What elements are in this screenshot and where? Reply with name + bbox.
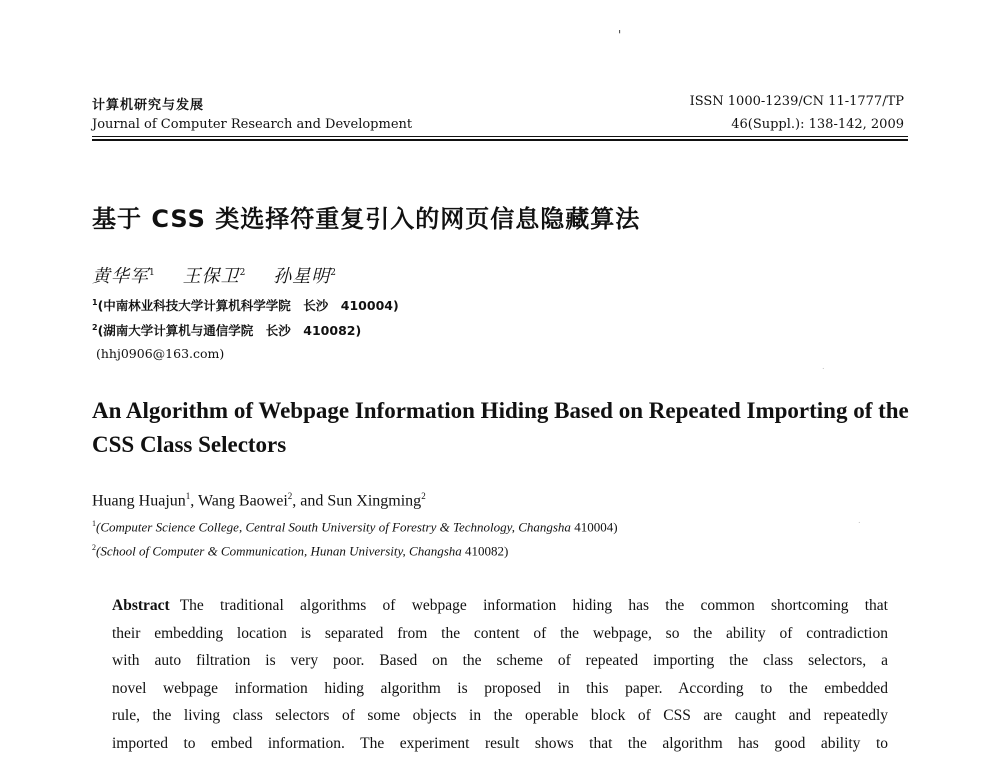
- abstract-line: with auto filtration is very poor. Based on the scheme of repeated importing the class selectors, a: [112, 652, 888, 670]
- affiliation-en: [92, 543, 508, 559]
- affiliation-cn: [92, 296, 399, 314]
- affiliation-mark: 1: [92, 519, 96, 528]
- abstract-text: The traditional algorithms of webpage information hiding has the common shortcoming that: [179, 597, 888, 614]
- abstract-line: imported to embed information. The experiment result shows that the algorithm has good ability to: [112, 734, 888, 752]
- abstract-line: rule, the living class selectors of some objects in the operable block of CSS are caught and repeatedly: [112, 707, 888, 725]
- author-en-mark: 2: [421, 491, 426, 501]
- author-email: (hhj0906@163.com): [96, 346, 225, 361]
- affiliation-postcode: 410004): [574, 519, 618, 535]
- abstract-label: Abstract: [112, 597, 170, 614]
- abstract: [112, 592, 888, 758]
- author-cn-mark: 1: [149, 268, 156, 278]
- affiliation-text: (湖南大学计算机与通信学院 长沙 410082): [97, 323, 362, 338]
- author-cn-mark: 2: [330, 268, 337, 278]
- affiliation-mark: 1: [92, 297, 98, 307]
- author-en-mark: 2: [287, 491, 293, 501]
- issue-line: 46(Suppl.): 138-142, 2009: [731, 117, 904, 132]
- abstract-line: [112, 592, 888, 620]
- affiliation-mark: 2: [92, 543, 96, 552]
- affiliation-mark: 2: [92, 322, 98, 332]
- journal-name-en: Journal of Computer Research and Development: [92, 117, 413, 132]
- author-separator: ,: [190, 492, 198, 510]
- affiliation-en: [92, 519, 618, 535]
- affiliation-cn: [92, 321, 361, 339]
- author-en-name: Wang Baowei: [197, 492, 288, 510]
- scan-speck: ': [618, 28, 622, 42]
- author-en-mark: 1: [185, 491, 191, 501]
- affiliation-postcode: 410082): [465, 543, 509, 559]
- author-cn-name: 黄华军: [92, 266, 149, 287]
- issn-line: ISSN 1000-1239/CN 11-1777/TP: [689, 94, 904, 109]
- author-en-name: Huang Huajun: [92, 492, 186, 510]
- author-cn-name: 王保卫: [182, 266, 240, 287]
- authors-en: [92, 491, 426, 510]
- scan-dot: .: [858, 516, 861, 525]
- author-en-name: Sun Xingming: [327, 492, 422, 510]
- author-cn-mark: 2: [239, 268, 247, 278]
- author-separator: , and: [292, 492, 328, 510]
- abstract-line: their embedding location is separated from the content of the webpage, so the ability of contradiction: [112, 624, 888, 642]
- affiliation-text: (School of Computer & Communication, Hunan University, Changsha: [96, 543, 462, 559]
- author-cn-name: 孙星明: [273, 266, 331, 287]
- authors-cn: [92, 262, 337, 288]
- paper-title-en: An Algorithm of Webpage Information Hiding Based on Repeated Importing of the CSS Class Selectors: [92, 398, 909, 457]
- journal-name-cn: 计算机研究与发展: [92, 98, 205, 113]
- affiliation-text: (中南林业科技大学计算机科学学院 长沙 410004): [97, 298, 399, 313]
- affiliation-text: (Computer Science College, Central South University of Forestry & Technology, Changsha: [96, 519, 571, 535]
- header-rule-thick: [92, 139, 908, 141]
- paper-title-cn: 基于 CSS 类选择符重复引入的网页信息隐藏算法: [92, 205, 641, 233]
- abstract-line: novel webpage information hiding algorithm is proposed in this paper. According to the embedded: [112, 679, 888, 697]
- header-rule: [92, 136, 908, 137]
- scan-dot: .: [822, 362, 825, 371]
